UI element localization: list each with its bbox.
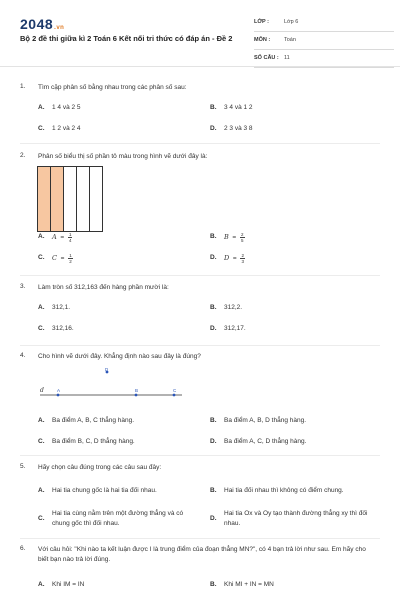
option-text: 312,2. bbox=[224, 304, 243, 311]
point-d-label: D bbox=[105, 368, 109, 372]
option-text: Ba điểm A, B, D thẳng hàng. bbox=[224, 417, 307, 424]
point-c-label: C bbox=[173, 388, 177, 393]
meta-row-class bbox=[254, 14, 394, 32]
option-label: D. bbox=[210, 125, 217, 132]
option-text: 312,16. bbox=[52, 325, 74, 332]
question-divider bbox=[20, 455, 380, 456]
question-divider bbox=[20, 275, 380, 276]
question-text: Cho hình vẽ dưới đây. Khẳng định nào sau đây là đúng? bbox=[38, 353, 201, 360]
option-variable: A bbox=[52, 233, 57, 242]
point-a bbox=[57, 394, 60, 397]
option-label: D. bbox=[210, 515, 217, 522]
option-label: A. bbox=[38, 304, 45, 311]
shaded-rectangle-figure bbox=[37, 166, 103, 232]
option-text: 312,17. bbox=[224, 325, 246, 332]
option-label: A. bbox=[38, 104, 45, 111]
option-label: B. bbox=[210, 104, 217, 111]
option-label: C. bbox=[38, 325, 45, 332]
option-fraction bbox=[68, 253, 73, 264]
document-title: Bộ 2 đề thi giữa kì 2 Toán 6 Kết nối tri thức có đáp án - Đề 2 bbox=[20, 34, 233, 43]
option-text: Ba điểm B, C, D thẳng hàng. bbox=[52, 438, 135, 445]
fraction-denominator: 5 bbox=[241, 238, 244, 243]
question-divider bbox=[20, 345, 380, 346]
option-equals: = bbox=[60, 255, 65, 263]
question-text: Tìm cặp phân số bằng nhau trong các phân số sau: bbox=[38, 84, 187, 91]
fraction-numerator: 2 bbox=[241, 253, 244, 258]
option-text: 312,1. bbox=[52, 304, 71, 311]
header-divider bbox=[0, 66, 400, 67]
option-label: A. bbox=[38, 233, 45, 240]
point-b bbox=[135, 394, 138, 397]
line-label: d bbox=[40, 387, 44, 394]
option-fraction bbox=[240, 232, 245, 243]
question-1 bbox=[20, 83, 380, 143]
option-label: B. bbox=[210, 487, 217, 494]
logo-text: 2048 bbox=[20, 16, 54, 32]
option-equals: = bbox=[60, 234, 65, 242]
option-text: 1 4 và 2 5 bbox=[52, 104, 81, 111]
option-text: Hai tia chung gốc là hai tia đối nhau. bbox=[52, 487, 157, 494]
logo-suffix: .vn bbox=[54, 25, 65, 31]
question-divider bbox=[20, 538, 380, 539]
option-label: B. bbox=[210, 304, 217, 311]
option-label: A. bbox=[38, 487, 45, 494]
fraction-numerator: 1 bbox=[69, 253, 72, 258]
option-label: D. bbox=[210, 325, 217, 332]
option-equals: = bbox=[232, 234, 237, 242]
option-label: C. bbox=[38, 125, 45, 132]
option-fraction bbox=[68, 232, 73, 243]
option-label: B. bbox=[210, 581, 217, 588]
option-variable: B bbox=[224, 233, 229, 242]
option-text: Ba điểm A, B, C thẳng hàng. bbox=[52, 417, 135, 424]
unshaded-part bbox=[64, 167, 77, 231]
option-label: B. bbox=[210, 233, 217, 240]
option-label: C. bbox=[38, 438, 45, 445]
meta-key: SỐ CÂU : bbox=[254, 55, 279, 61]
meta-value: Toán bbox=[284, 37, 296, 43]
meta-row-subject bbox=[254, 32, 394, 50]
question-number: 1. bbox=[20, 83, 26, 90]
line-points-figure bbox=[36, 368, 186, 404]
question-text: Với câu hỏi: "Khi nào ta kết luận được I là trung điểm của đoạn thẳng MN?", có 4 bạn trả lời như sau. Em hãy cho biết bạn nào trả lời đúng. bbox=[38, 546, 366, 563]
option-label: A. bbox=[38, 581, 45, 588]
question-number: 6. bbox=[20, 545, 26, 552]
question-6 bbox=[20, 545, 380, 600]
meta-key: LỚP : bbox=[254, 19, 269, 25]
fraction-numerator: 1 bbox=[68, 232, 72, 237]
option-text: Khi MI + IN = MN bbox=[224, 581, 274, 588]
fraction-denominator: 2 bbox=[69, 259, 72, 264]
question-text: Phân số biểu thị số phần tô màu trong hình vẽ dưới đây là: bbox=[38, 153, 208, 160]
question-5 bbox=[20, 463, 380, 535]
option-label: C. bbox=[38, 515, 45, 522]
meta-value: 11 bbox=[284, 55, 290, 61]
option-text: 1 2 và 2 4 bbox=[52, 125, 81, 132]
option-label: A. bbox=[38, 417, 45, 424]
fraction-denominator: 3 bbox=[241, 259, 244, 264]
option-text: Ba điểm A, C, D thẳng hàng. bbox=[224, 438, 307, 445]
shaded-part bbox=[51, 167, 64, 231]
option-text: Hai tia cùng nằm trên một đường thẳng và có chung gốc thì đối nhau. bbox=[52, 510, 184, 527]
question-divider bbox=[20, 143, 380, 144]
point-b-label: B bbox=[135, 388, 139, 393]
shaded-part bbox=[38, 167, 51, 231]
question-text: Làm tròn số 312,163 đến hàng phần mười là: bbox=[38, 284, 169, 291]
question-number: 5. bbox=[20, 463, 26, 470]
option-text: Khi IM = IN bbox=[52, 581, 85, 588]
option-label: D. bbox=[210, 254, 217, 261]
point-c bbox=[173, 394, 176, 397]
option-label: C. bbox=[38, 254, 45, 261]
option-equals: = bbox=[232, 255, 237, 263]
question-number: 4. bbox=[20, 352, 26, 359]
option-text: 3 4 và 1 2 bbox=[224, 104, 253, 111]
site-logo[interactable] bbox=[20, 16, 64, 32]
option-variable: C bbox=[52, 254, 57, 263]
question-number: 2. bbox=[20, 152, 26, 159]
option-text: Hai tia đối nhau thì không có điểm chung. bbox=[224, 487, 344, 494]
meta-value: Lớp 6 bbox=[284, 19, 299, 25]
question-3 bbox=[20, 283, 380, 343]
meta-key: MÔN : bbox=[254, 37, 271, 43]
option-fraction bbox=[240, 253, 245, 264]
question-number: 3. bbox=[20, 283, 26, 290]
option-variable: D bbox=[224, 254, 230, 263]
option-label: D. bbox=[210, 438, 217, 445]
option-text: Hai tia Ox và Oy tạo thành đường thẳng xy thì đối nhau. bbox=[224, 510, 368, 527]
unshaded-part bbox=[90, 167, 102, 231]
option-label: B. bbox=[210, 417, 217, 424]
question-text: Hãy chọn câu đúng trong các câu sau đây: bbox=[38, 464, 162, 471]
unshaded-part bbox=[77, 167, 90, 231]
fraction-numerator: 2 bbox=[241, 232, 244, 237]
option-text: 2 3 và 3 8 bbox=[224, 125, 253, 132]
fraction-denominator: 4 bbox=[68, 238, 72, 243]
point-a-label: A bbox=[57, 388, 61, 393]
meta-table bbox=[254, 14, 394, 68]
